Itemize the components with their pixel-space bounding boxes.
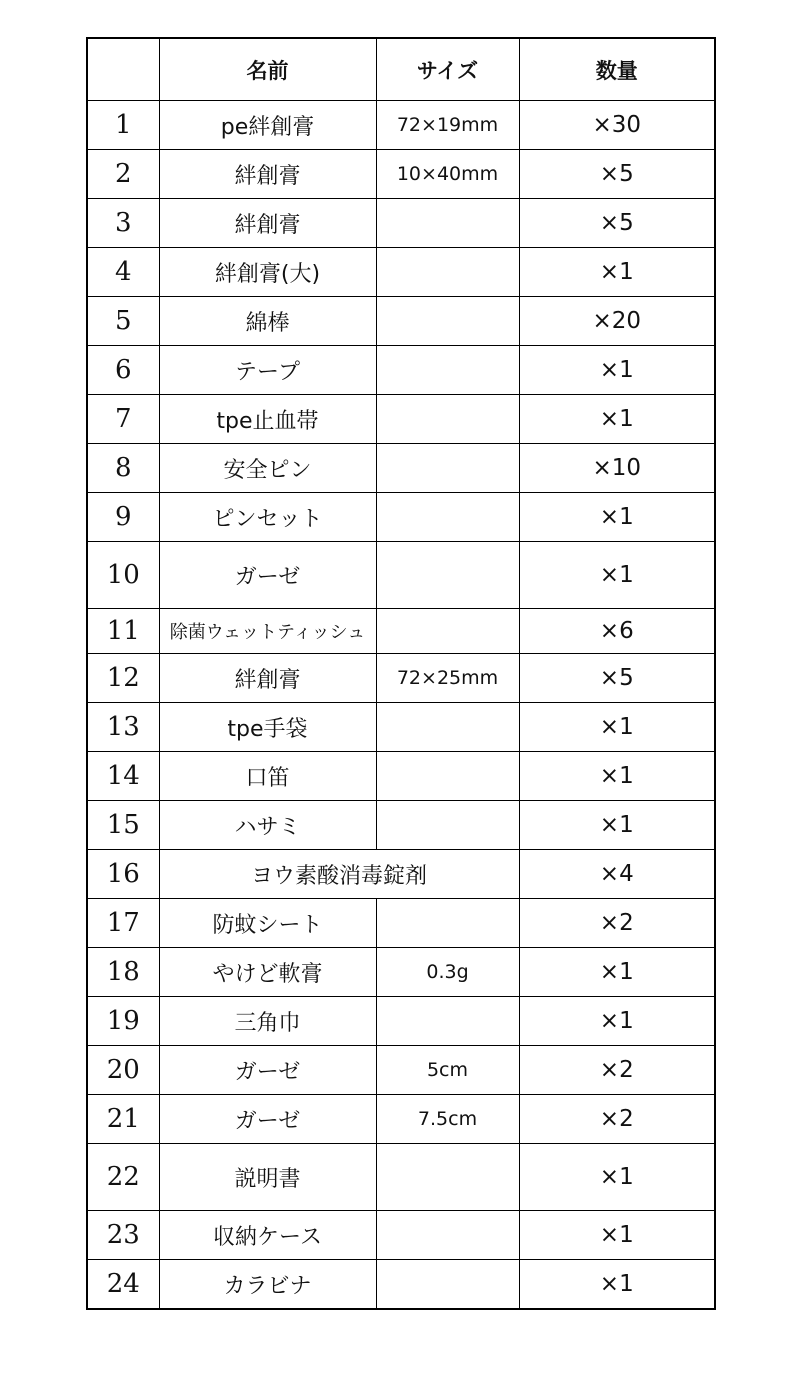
item-quantity: ×1 bbox=[519, 948, 715, 997]
item-number: 4 bbox=[87, 248, 159, 297]
item-name: 除菌ウェットティッシュ bbox=[159, 609, 376, 654]
table-row bbox=[87, 1144, 715, 1211]
table-row bbox=[87, 297, 715, 346]
item-number: 11 bbox=[87, 609, 159, 654]
item-number: 21 bbox=[87, 1095, 159, 1144]
item-quantity: ×1 bbox=[519, 346, 715, 395]
table-row bbox=[87, 609, 715, 654]
item-size: 72×25mm bbox=[376, 654, 519, 703]
item-quantity: ×4 bbox=[519, 850, 715, 899]
item-name: 絆創膏(大) bbox=[159, 248, 376, 297]
item-name: カラビナ bbox=[159, 1260, 376, 1310]
item-number: 22 bbox=[87, 1144, 159, 1211]
item-name: 説明書 bbox=[159, 1144, 376, 1211]
table-row bbox=[87, 703, 715, 752]
item-name: ハサミ bbox=[159, 801, 376, 850]
item-number: 19 bbox=[87, 997, 159, 1046]
item-name: ガーゼ bbox=[159, 1046, 376, 1095]
item-quantity: ×1 bbox=[519, 493, 715, 542]
item-quantity: ×5 bbox=[519, 150, 715, 199]
item-number: 20 bbox=[87, 1046, 159, 1095]
item-size bbox=[376, 444, 519, 493]
header-num bbox=[87, 38, 159, 101]
table-row bbox=[87, 395, 715, 444]
table-row bbox=[87, 948, 715, 997]
item-number: 17 bbox=[87, 899, 159, 948]
item-quantity: ×20 bbox=[519, 297, 715, 346]
item-number: 15 bbox=[87, 801, 159, 850]
item-number: 3 bbox=[87, 199, 159, 248]
item-name: tpe手袋 bbox=[159, 703, 376, 752]
item-number: 12 bbox=[87, 654, 159, 703]
item-name: ガーゼ bbox=[159, 1095, 376, 1144]
item-size bbox=[376, 752, 519, 801]
item-number: 10 bbox=[87, 542, 159, 609]
item-name: 安全ピン bbox=[159, 444, 376, 493]
item-name: 絆創膏 bbox=[159, 150, 376, 199]
item-name: 口笛 bbox=[159, 752, 376, 801]
item-name: やけど軟膏 bbox=[159, 948, 376, 997]
table-row bbox=[87, 1095, 715, 1144]
table-row bbox=[87, 493, 715, 542]
item-quantity: ×1 bbox=[519, 801, 715, 850]
table-row bbox=[87, 346, 715, 395]
item-quantity: ×1 bbox=[519, 1144, 715, 1211]
item-quantity: ×1 bbox=[519, 997, 715, 1046]
item-size bbox=[376, 997, 519, 1046]
item-size bbox=[376, 801, 519, 850]
item-name: ヨウ素酸消毒錠剤 bbox=[159, 850, 519, 899]
item-quantity: ×6 bbox=[519, 609, 715, 654]
item-name: 三角巾 bbox=[159, 997, 376, 1046]
header-name: 名前 bbox=[159, 38, 376, 101]
item-quantity: ×1 bbox=[519, 1211, 715, 1260]
item-name: pe絆創膏 bbox=[159, 101, 376, 150]
item-size: 0.3g bbox=[376, 948, 519, 997]
item-number: 9 bbox=[87, 493, 159, 542]
item-name: 防蚊シート bbox=[159, 899, 376, 948]
item-quantity: ×1 bbox=[519, 542, 715, 609]
item-name: ガーゼ bbox=[159, 542, 376, 609]
table-row bbox=[87, 1211, 715, 1260]
item-number: 6 bbox=[87, 346, 159, 395]
item-number: 18 bbox=[87, 948, 159, 997]
item-quantity: ×2 bbox=[519, 1095, 715, 1144]
item-number: 1 bbox=[87, 101, 159, 150]
item-quantity: ×5 bbox=[519, 654, 715, 703]
header-size: サイズ bbox=[376, 38, 519, 101]
table-row bbox=[87, 850, 715, 899]
item-size bbox=[376, 1144, 519, 1211]
item-size bbox=[376, 1260, 519, 1310]
item-size bbox=[376, 346, 519, 395]
item-size bbox=[376, 899, 519, 948]
item-number: 23 bbox=[87, 1211, 159, 1260]
table-row bbox=[87, 248, 715, 297]
item-size bbox=[376, 199, 519, 248]
item-size: 72×19mm bbox=[376, 101, 519, 150]
item-quantity: ×2 bbox=[519, 899, 715, 948]
header-qty: 数量 bbox=[519, 38, 715, 101]
table-row bbox=[87, 752, 715, 801]
item-quantity: ×1 bbox=[519, 703, 715, 752]
item-name: 綿棒 bbox=[159, 297, 376, 346]
item-quantity: ×2 bbox=[519, 1046, 715, 1095]
item-quantity: ×30 bbox=[519, 101, 715, 150]
item-name: ピンセット bbox=[159, 493, 376, 542]
table-row bbox=[87, 899, 715, 948]
item-size bbox=[376, 395, 519, 444]
item-number: 8 bbox=[87, 444, 159, 493]
table-row bbox=[87, 101, 715, 150]
item-quantity: ×5 bbox=[519, 199, 715, 248]
item-number: 5 bbox=[87, 297, 159, 346]
item-size bbox=[376, 609, 519, 654]
item-size: 10×40mm bbox=[376, 150, 519, 199]
item-quantity: ×1 bbox=[519, 752, 715, 801]
item-size: 5cm bbox=[376, 1046, 519, 1095]
table-row bbox=[87, 997, 715, 1046]
item-quantity: ×1 bbox=[519, 248, 715, 297]
item-name: テープ bbox=[159, 346, 376, 395]
item-name: 収納ケース bbox=[159, 1211, 376, 1260]
item-number: 14 bbox=[87, 752, 159, 801]
item-name: 絆創膏 bbox=[159, 199, 376, 248]
item-size bbox=[376, 703, 519, 752]
item-name: tpe止血帯 bbox=[159, 395, 376, 444]
item-number: 7 bbox=[87, 395, 159, 444]
item-quantity: ×10 bbox=[519, 444, 715, 493]
item-size bbox=[376, 542, 519, 609]
first-aid-kit-contents-table bbox=[86, 37, 716, 1310]
item-number: 2 bbox=[87, 150, 159, 199]
header-row bbox=[87, 38, 715, 101]
item-size bbox=[376, 493, 519, 542]
table-row bbox=[87, 801, 715, 850]
item-size bbox=[376, 248, 519, 297]
table-row bbox=[87, 444, 715, 493]
item-size bbox=[376, 297, 519, 346]
item-number: 13 bbox=[87, 703, 159, 752]
item-quantity: ×1 bbox=[519, 1260, 715, 1310]
table-row bbox=[87, 1260, 715, 1310]
table-row bbox=[87, 1046, 715, 1095]
item-number: 24 bbox=[87, 1260, 159, 1310]
table-row bbox=[87, 150, 715, 199]
item-name: 絆創膏 bbox=[159, 654, 376, 703]
item-quantity: ×1 bbox=[519, 395, 715, 444]
item-size bbox=[376, 1211, 519, 1260]
table-row bbox=[87, 654, 715, 703]
table-row bbox=[87, 199, 715, 248]
table-row bbox=[87, 542, 715, 609]
item-size: 7.5cm bbox=[376, 1095, 519, 1144]
item-number: 16 bbox=[87, 850, 159, 899]
